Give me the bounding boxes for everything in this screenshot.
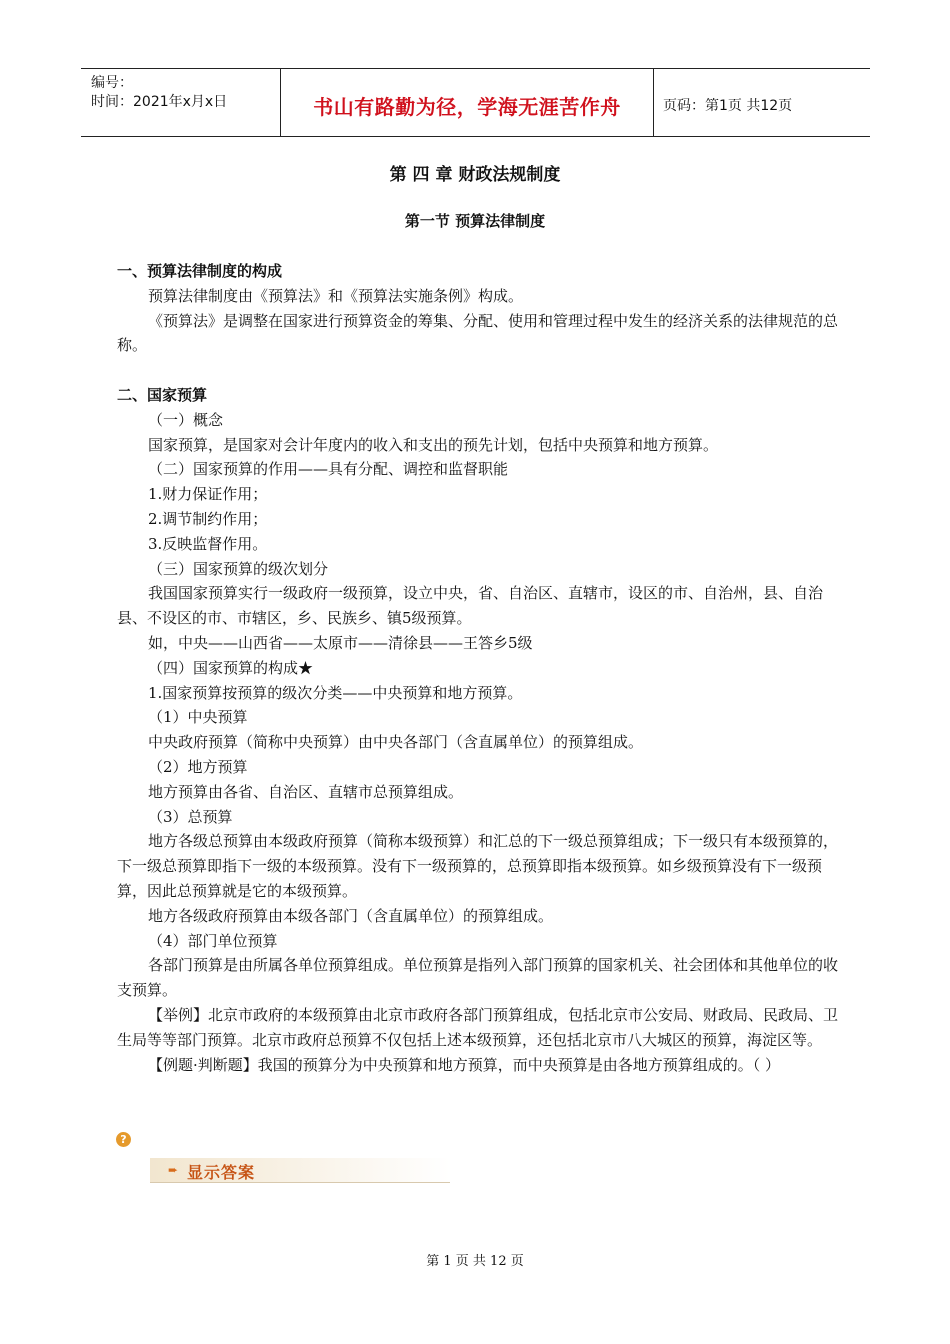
paragraph: 1.国家预算按预算的级次分类——中央预算和地方预算。 xyxy=(148,683,523,702)
header-page-info: 页码：第1页 共12页 xyxy=(663,98,793,114)
blank-line xyxy=(117,358,839,383)
paragraph: 3.反映监督作用。 xyxy=(148,534,268,553)
paragraph: 各部门预算是由所属各单位预算组成。单位预算是指列入部门预算的国家机关、社会团体和其他单位的收支预算。 xyxy=(117,956,839,1000)
paragraph: 地方各级政府预算由本级各部门（含直属单位）的预算组成。 xyxy=(148,906,554,925)
chapter-title: 第 四 章 财政法规制度 xyxy=(389,165,561,185)
paragraph: 【例题·判断题】我国的预算分为中央预算和地方预算，而中央预算是由各地方预算组成的。（ ） xyxy=(148,1055,781,1074)
paragraph: （三）国家预算的级次划分 xyxy=(148,559,329,578)
paragraph: （一）概念 xyxy=(148,410,224,429)
paragraph: 预算法律制度由《预算法》和《预算法实施条例》构成。 xyxy=(148,286,524,305)
page-footer: 第 1 页 共 12 页 xyxy=(426,1254,524,1269)
page-header xyxy=(81,68,870,137)
paragraph: 【举例】北京市政府的本级预算由北京市政府各部门预算组成，包括北京市公安局、财政局、民政局、卫生局等等部门预算。北京市政府总预算不仅包括上述本级预算，还包括北京市八大城区的预算，海淀区等。 xyxy=(117,1005,839,1049)
arrow-right-icon: ➨ xyxy=(168,1163,179,1177)
section-heading: 二、国家预算 xyxy=(117,385,208,404)
paragraph: （4）部门单位预算 xyxy=(148,931,278,950)
paragraph: 我国国家预算实行一级政府一级预算，设立中央，省、自治区、直辖市，设区的市、自治州，县、自治县、不设区的市、市辖区，乡、民族乡、镇5级预算。 xyxy=(117,584,824,628)
paragraph: 国家预算，是国家对会计年度内的收入和支出的预先计划，包括中央预算和地方预算。 xyxy=(148,435,719,454)
header-left-cell xyxy=(81,69,280,136)
paragraph: 地方预算由各省、自治区、直辖市总预算组成。 xyxy=(148,782,464,801)
paragraph: 《预算法》是调整在国家进行预算资金的筹集、分配、使用和管理过程中发生的经济关系的法律规范的总称。 xyxy=(117,311,839,355)
header-center-cell xyxy=(280,69,654,136)
paragraph: （四）国家预算的构成★ xyxy=(148,658,314,677)
document-body xyxy=(117,259,839,1077)
show-answer-button[interactable] xyxy=(150,1150,460,1184)
paragraph: 地方各级总预算由本级政府预算（简称本级预算）和汇总的下一级总预算组成；下一级只有本级预算的，下一级总预算即指下一级的本级预算。没有下一级预算的，总预算即指本级预算。如乡级预算没有下一级预算，因此总预算就是它的本级预算。 xyxy=(117,832,839,900)
document-date-label: 时间：2021年x月x日 xyxy=(91,94,228,110)
section-title: 第一节 预算法律制度 xyxy=(404,212,546,230)
paragraph: （2）地方预算 xyxy=(148,757,248,776)
paragraph: 如，中央——山西省——太原市——清徐县——王答乡5级 xyxy=(148,633,533,652)
show-answer-label: 显示答案 xyxy=(187,1163,256,1182)
paragraph: （二）国家预算的作用——具有分配、调控和监督职能 xyxy=(148,460,509,479)
section-heading: 一、预算法律制度的构成 xyxy=(117,262,283,280)
header-right-cell xyxy=(653,69,870,136)
paragraph: 中央政府预算（简称中央预算）由中央各部门（含直属单位）的预算组成。 xyxy=(148,733,644,752)
paragraph: 1.财力保证作用； xyxy=(148,485,268,504)
document-number-label: 编号： xyxy=(91,75,133,91)
paragraph: （3）总预算 xyxy=(148,807,233,826)
paragraph: 2.调节制约作用； xyxy=(148,509,268,528)
help-icon[interactable]: ? xyxy=(116,1132,131,1147)
paragraph: （1）中央预算 xyxy=(148,708,248,727)
header-motto: 书山有路勤为径，学海无涯苦作舟 xyxy=(313,95,621,119)
